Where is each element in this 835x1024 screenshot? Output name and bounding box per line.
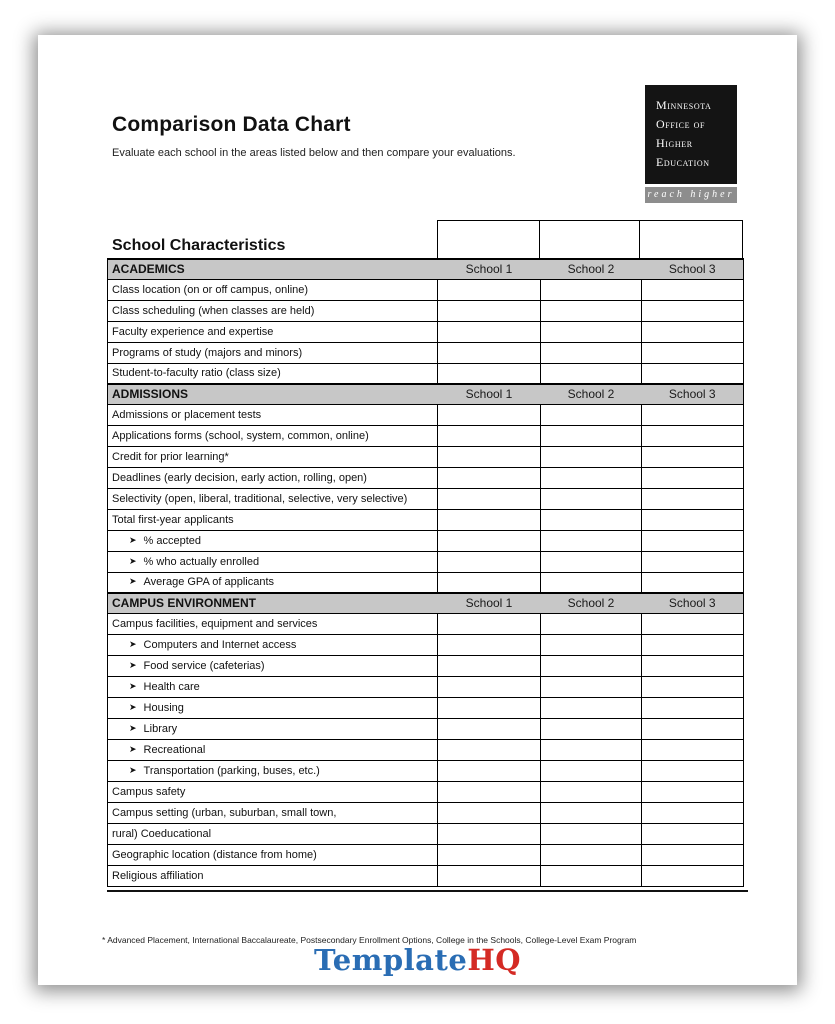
column-header-school1: School 1: [438, 593, 541, 613]
school2-cell[interactable]: [541, 739, 642, 760]
row-label-text: Recreational: [143, 743, 206, 756]
school3-cell[interactable]: [642, 676, 744, 697]
arrow-bullet-icon: ➤: [129, 555, 137, 566]
table-row: [108, 279, 744, 300]
logo-line: Office of: [656, 117, 706, 131]
row-label: [108, 572, 438, 593]
table-row: [108, 425, 744, 446]
school3-cell[interactable]: [642, 509, 744, 530]
row-label: [108, 823, 438, 844]
table-row: [108, 342, 744, 363]
school2-cell[interactable]: [541, 655, 642, 676]
school2-cell[interactable]: [541, 781, 642, 802]
table-row: [108, 446, 744, 467]
section-header-row: [108, 384, 744, 404]
school1-name-box[interactable]: [437, 220, 540, 258]
table-row: [108, 718, 744, 739]
table-row: [108, 739, 744, 760]
row-label: [108, 718, 438, 739]
row-label: [108, 697, 438, 718]
school1-cell[interactable]: [438, 300, 541, 321]
row-label: [108, 404, 438, 425]
logo-line: Education: [656, 155, 710, 169]
school3-cell[interactable]: [642, 446, 744, 467]
table-row: [108, 802, 744, 823]
school1-cell[interactable]: [438, 844, 541, 865]
school1-cell[interactable]: [438, 467, 541, 488]
row-label-text: Total first-year applicants: [112, 513, 234, 526]
school2-cell[interactable]: [541, 509, 642, 530]
document-page: [38, 35, 797, 985]
arrow-bullet-icon: ➤: [129, 680, 137, 691]
school2-cell[interactable]: [541, 551, 642, 572]
row-label: [108, 279, 438, 300]
school3-cell[interactable]: [642, 844, 744, 865]
table-row: [108, 613, 744, 634]
school3-cell[interactable]: [642, 321, 744, 342]
table-row: [108, 572, 744, 593]
school2-name-box[interactable]: [539, 220, 641, 258]
row-label-text: % accepted: [143, 534, 202, 547]
school3-cell[interactable]: [642, 802, 744, 823]
row-label: [108, 739, 438, 760]
logo-tagline: reach higher: [645, 187, 737, 203]
column-header-school2: School 2: [541, 259, 642, 279]
table-bottom-rule: [107, 890, 748, 892]
school3-cell[interactable]: [642, 865, 744, 886]
row-label-text: Programs of study (majors and minors): [112, 346, 303, 359]
school3-cell[interactable]: [642, 467, 744, 488]
row-label-text: Average GPA of applicants: [143, 576, 274, 589]
school1-cell[interactable]: [438, 655, 541, 676]
column-header-school1: School 1: [438, 384, 541, 404]
mohe-logo-box: [645, 85, 737, 184]
arrow-bullet-icon: ➤: [129, 659, 137, 670]
school3-cell[interactable]: [642, 697, 744, 718]
school2-cell[interactable]: [541, 425, 642, 446]
school1-cell[interactable]: [438, 634, 541, 655]
row-label-text: Transportation (parking, buses, etc.): [143, 764, 320, 777]
mohe-logo: [645, 85, 737, 203]
row-label-text: Admissions or placement tests: [112, 408, 262, 421]
school1-cell[interactable]: [438, 530, 541, 551]
school2-cell[interactable]: [541, 363, 642, 384]
school3-cell[interactable]: [642, 739, 744, 760]
table-row: [108, 530, 744, 551]
school1-cell[interactable]: [438, 718, 541, 739]
school3-cell[interactable]: [642, 300, 744, 321]
row-label: [108, 425, 438, 446]
row-label: [108, 760, 438, 781]
row-label-text: Religious affiliation: [112, 869, 204, 882]
table-row: [108, 634, 744, 655]
section-title: ADMISSIONS: [108, 384, 438, 404]
row-label-text: Campus safety: [112, 785, 186, 798]
school3-cell[interactable]: [642, 613, 744, 634]
table-row: [108, 404, 744, 425]
arrow-bullet-icon: ➤: [129, 764, 137, 775]
row-label-text: Housing: [143, 701, 184, 714]
row-label-text: Student-to-faculty ratio (class size): [112, 367, 281, 380]
school3-cell[interactable]: [642, 279, 744, 300]
column-header-school3: School 3: [642, 259, 744, 279]
row-label: [108, 634, 438, 655]
school-name-boxes: [437, 220, 743, 258]
table-row: [108, 509, 744, 530]
school3-cell[interactable]: [642, 551, 744, 572]
page-title: Comparison Data Chart: [112, 113, 351, 136]
section-header-row: [108, 259, 744, 279]
arrow-bullet-icon: ➤: [129, 576, 137, 587]
table-row: [108, 363, 744, 384]
table-row: [108, 300, 744, 321]
school1-cell[interactable]: [438, 342, 541, 363]
school2-cell[interactable]: [541, 342, 642, 363]
column-header-school3: School 3: [642, 593, 744, 613]
row-label: [108, 342, 438, 363]
table-top-row: [107, 220, 743, 258]
school3-name-box[interactable]: [639, 220, 743, 258]
comparison-table: [107, 258, 744, 887]
school1-cell[interactable]: [438, 676, 541, 697]
row-label-text: Campus facilities, equipment and services: [112, 617, 318, 630]
row-label: [108, 488, 438, 509]
school3-cell[interactable]: [642, 342, 744, 363]
row-label-text: Health care: [143, 680, 200, 693]
school1-cell[interactable]: [438, 572, 541, 593]
school1-cell[interactable]: [438, 760, 541, 781]
school2-cell[interactable]: [541, 844, 642, 865]
school2-cell[interactable]: [541, 300, 642, 321]
school2-cell[interactable]: [541, 279, 642, 300]
column-header-school1: School 1: [438, 259, 541, 279]
table-row: [108, 823, 744, 844]
school1-cell[interactable]: [438, 781, 541, 802]
school1-cell[interactable]: [438, 488, 541, 509]
school3-cell[interactable]: [642, 572, 744, 593]
column-header-school2: School 2: [541, 384, 642, 404]
table-row: [108, 760, 744, 781]
school2-cell[interactable]: [541, 802, 642, 823]
school1-cell[interactable]: [438, 509, 541, 530]
row-label: [108, 467, 438, 488]
footnote: * Advanced Placement, International Baccalaureate, Postsecondary Enrollment Options, College in the Schools, College-Level Exam Program: [102, 935, 637, 945]
school3-cell[interactable]: [642, 404, 744, 425]
row-label: [108, 321, 438, 342]
row-label-text: Food service (cafeterias): [143, 659, 265, 672]
school2-cell[interactable]: [541, 321, 642, 342]
school3-cell[interactable]: [642, 781, 744, 802]
row-label: [108, 509, 438, 530]
school2-cell[interactable]: [541, 865, 642, 886]
school3-cell[interactable]: [642, 655, 744, 676]
table-row: [108, 781, 744, 802]
row-label-text: Computers and Internet access: [143, 638, 297, 651]
school1-cell[interactable]: [438, 697, 541, 718]
row-label: [108, 300, 438, 321]
school1-cell[interactable]: [438, 363, 541, 384]
row-label-text: Deadlines (early decision, early action, rolling, open): [112, 471, 367, 484]
row-label: [108, 551, 438, 572]
table-row: [108, 551, 744, 572]
school1-cell[interactable]: [438, 446, 541, 467]
column-header-school2: School 2: [541, 593, 642, 613]
comparison-table-body: [108, 259, 744, 886]
row-label: [108, 844, 438, 865]
school3-cell[interactable]: [642, 363, 744, 384]
row-label: [108, 530, 438, 551]
row-label-text: Selectivity (open, liberal, traditional, selective, very selective): [112, 492, 408, 505]
school2-cell[interactable]: [541, 676, 642, 697]
school3-cell[interactable]: [642, 823, 744, 844]
row-label-text: Geographic location (distance from home): [112, 848, 317, 861]
row-label-text: Credit for prior learning*: [112, 450, 229, 463]
school1-cell[interactable]: [438, 279, 541, 300]
table-row: [108, 321, 744, 342]
row-label: [108, 655, 438, 676]
table-heading: School Characteristics: [112, 237, 286, 254]
school1-cell[interactable]: [438, 404, 541, 425]
school3-cell[interactable]: [642, 718, 744, 739]
row-label: [108, 446, 438, 467]
row-label-text: rural) Coeducational: [112, 827, 212, 840]
table-row: [108, 865, 744, 886]
page-subtitle: Evaluate each school in the areas listed below and then compare your evaluations.: [112, 147, 516, 159]
logo-line: Minnesota: [656, 98, 712, 112]
school1-cell[interactable]: [438, 613, 541, 634]
school2-cell[interactable]: [541, 530, 642, 551]
arrow-bullet-icon: ➤: [129, 701, 137, 712]
table-row: [108, 655, 744, 676]
table-row: [108, 467, 744, 488]
templatehq-logo-blue: Template: [314, 943, 468, 977]
table-row: [108, 697, 744, 718]
row-label-text: % who actually enrolled: [143, 555, 260, 568]
row-label: [108, 865, 438, 886]
school1-cell[interactable]: [438, 425, 541, 446]
school1-cell[interactable]: [438, 865, 541, 886]
table-row: [108, 676, 744, 697]
arrow-bullet-icon: ➤: [129, 534, 137, 545]
arrow-bullet-icon: ➤: [129, 638, 137, 649]
row-label-text: Campus setting (urban, suburban, small town,: [112, 806, 337, 819]
row-label-text: Faculty experience and expertise: [112, 325, 274, 338]
school3-cell[interactable]: [642, 530, 744, 551]
section-title: ACADEMICS: [108, 259, 438, 279]
school2-cell[interactable]: [541, 697, 642, 718]
row-label-text: Class location (on or off campus, online): [112, 283, 309, 296]
row-label: [108, 363, 438, 384]
school2-cell[interactable]: [541, 446, 642, 467]
school2-cell[interactable]: [541, 613, 642, 634]
school3-cell[interactable]: [642, 488, 744, 509]
arrow-bullet-icon: ➤: [129, 722, 137, 733]
column-header-school3: School 3: [642, 384, 744, 404]
table-row: [108, 844, 744, 865]
row-label: [108, 781, 438, 802]
templatehq-logo: [38, 943, 797, 977]
row-label-text: Library: [143, 722, 178, 735]
school2-cell[interactable]: [541, 572, 642, 593]
row-label: [108, 613, 438, 634]
school2-cell[interactable]: [541, 488, 642, 509]
section-title: CAMPUS ENVIRONMENT: [108, 593, 438, 613]
school2-cell[interactable]: [541, 718, 642, 739]
title-block: [112, 113, 572, 159]
school1-cell[interactable]: [438, 551, 541, 572]
section-header-row: [108, 593, 744, 613]
school3-cell[interactable]: [642, 760, 744, 781]
arrow-bullet-icon: ➤: [129, 743, 137, 754]
school2-cell[interactable]: [541, 404, 642, 425]
school2-cell[interactable]: [541, 823, 642, 844]
comparison-table-area: [107, 220, 743, 892]
templatehq-logo-red: HQ: [467, 943, 521, 977]
table-row: [108, 488, 744, 509]
school2-cell[interactable]: [541, 634, 642, 655]
school2-cell[interactable]: [541, 467, 642, 488]
school1-cell[interactable]: [438, 802, 541, 823]
row-label: [108, 802, 438, 823]
row-label: [108, 676, 438, 697]
school3-cell[interactable]: [642, 425, 744, 446]
row-label-text: Applications forms (school, system, common, online): [112, 429, 369, 442]
logo-line: Higher: [656, 136, 693, 150]
school2-cell[interactable]: [541, 760, 642, 781]
school1-cell[interactable]: [438, 739, 541, 760]
school3-cell[interactable]: [642, 634, 744, 655]
school1-cell[interactable]: [438, 321, 541, 342]
school1-cell[interactable]: [438, 823, 541, 844]
row-label-text: Class scheduling (when classes are held): [112, 304, 315, 317]
